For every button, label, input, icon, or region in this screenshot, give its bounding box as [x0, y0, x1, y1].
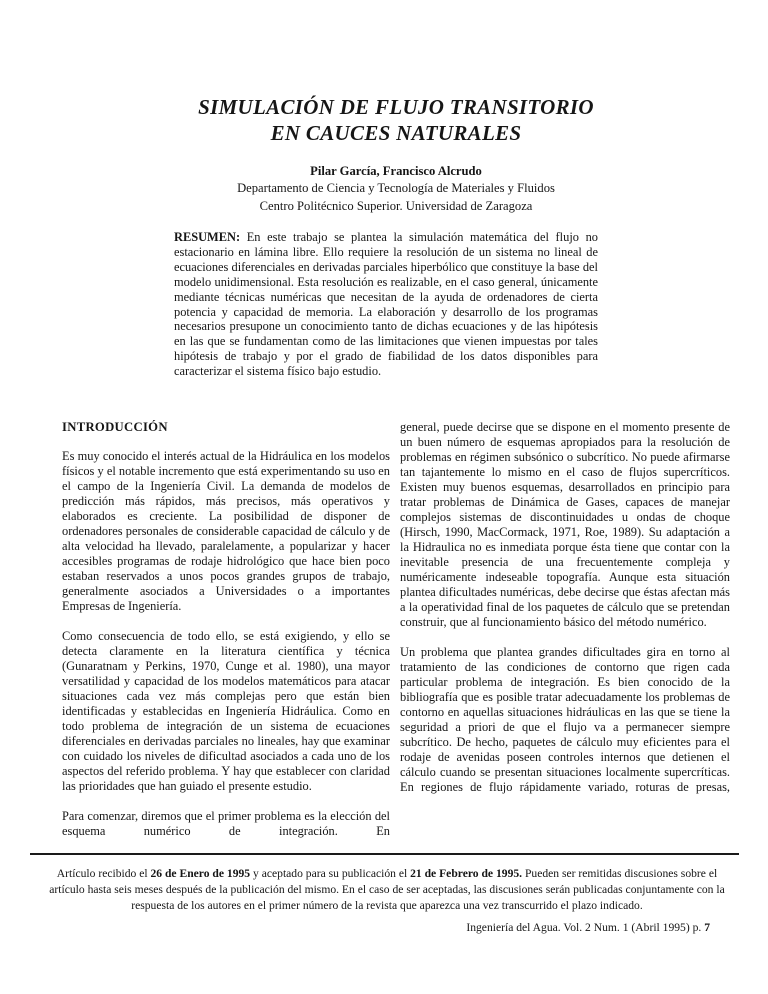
affiliation-university: Centro Politécnico Superior. Universidad de Zaragoza — [259, 198, 533, 213]
paper-title-line1: SIMULACIÓN DE FLUJO TRANSITORIO — [198, 95, 594, 119]
page-number: 7 — [704, 921, 710, 934]
abstract-block — [174, 230, 598, 379]
journal-citation — [466, 920, 710, 936]
footer-divider-rule — [30, 853, 739, 855]
paper-title — [62, 94, 730, 146]
journal-citation-text: Ingeniería del Agua. Vol. 2 Num. 1 (Abril 1995) p. — [466, 921, 705, 934]
right-paragraph-1: general, puede decirse que se dispone en el momento presente de un buen número de esquemas apropiados para la resolución de problemas en régimen subsónico o subcrítico. No puede afirmarse tan tajantemente lo mismo en el caso de flujos supercríticos. Existen muy buenos esquemas, desarrollados en principio para tratar problemas de Dinámica de Gases, capaces de manejar complejos sistemas de discontinuidades u ondas de choque (Hirsch, 1990, MacCormack, 1971, Roe, 1989). Su adaptación a la Hidraulica no es inmediata porque ésta tiene que contar con la inevitable presencia de una frecuentemente compleja y numéricamente indeseable topografía. Aunque esta situación plantea dificultades numéricas, debe decirse que éstas afectan más a la operatividad final de los paquetes de cálculo que se pretendan construir, que al funcionamiento básico del método numérico. — [400, 420, 730, 630]
left-column — [62, 420, 390, 854]
right-paragraph-2: Un problema que plantea grandes dificultades gira en torno al tratamiento de las condiciones de contorno que rigen cada particular problema de integración. Es bien conocido de la bibliografía que es posible tratar adecuadamente los problemas de contorno en aquellas situaciones hidráulicas en las que se tiene la seguridad a priori de que el flujo va a permanecer siempre subcrítico. De hecho, paquetes de cálculo muy eficientes para el rodaje de avenidas poseen controles internos que detienen el cálculo cuando se presentan situaciones localmente supercríticas. En regiones de flujo rápidamente variado, roturas de presas, — [400, 645, 730, 795]
footer-note-text: Artículo recibido el — [56, 867, 151, 880]
left-paragraph-2: Como consecuencia de todo ello, se está exigiendo, y ello se detecta claramente en la literatura científica y técnica (Gunaratnam y Perkins, 1970, Cunge et al. 1980), una mayor versatilidad y capacidad de los modelos matemáticos para atacar situaciones cada vez más complejas pero que están bien identificadas y establecidas en Ingeniería Hidráulica. Como en todo problema de integración de un sistema de ecuaciones diferenciales en derivadas parciales no lineales, hay que examinar con cuidado los niveles de dificultad asociados a cada uno de los aspectos del referido problema. Y hay que establecer con claridad las prioridades que han guiado el presente estudio. — [62, 629, 390, 794]
two-column-body — [62, 420, 730, 854]
affiliation-department: Departamento de Ciencia y Tecnología de Materiales y Fluidos — [237, 181, 555, 195]
right-column — [400, 420, 730, 854]
received-date: 26 de Enero de 1995 — [150, 867, 251, 880]
accepted-date: 21 de Febrero de 1995. — [410, 867, 523, 880]
paper-title-line2: EN CAUCES NATURALES — [270, 121, 522, 145]
footer-note — [40, 866, 734, 913]
footer-note-text: Pueden ser remitidas discusiones sobre el artículo hasta seis meses después de la publicación del mismo. En el caso de ser aceptadas, las discusiones serán publicadas conjuntamente con la respuesta de los autores en el primer número de la revista que aparezca una vez transcurrido el plazo indicado. — [49, 867, 725, 912]
footer-note-text: y aceptado para su publicación el — [250, 867, 411, 880]
left-paragraph-3: Para comenzar, diremos que el primer problema es la elección del esquema numérico de integración. En — [62, 809, 390, 839]
left-paragraph-1: Es muy conocido el interés actual de la Hidráulica en los modelos físicos y el notable incremento que está experimentando su uso en el campo de la Ingeniería Civil. La demanda de modelos de predicción más rápidos, más precisos, más operativos y elaborados es creciente. La posibilidad de disponer de ordenadores personales de considerable capacidad de cálculo y de alta velocidad ha llevado, paralelamente, a popularizar y hacer accesibles programas de rodaje hidrológico que hace bien poco estaban reservados a unos pocos grandes grupos de trabajo, generalmente asociados a Universidades o a importantes Empresas de Ingeniería. — [62, 449, 390, 614]
abstract-label: RESUMEN: — [174, 230, 241, 244]
abstract-text: En este trabajo se plantea la simulación matemática del flujo no estacionario en lámina libre. Ello requiere la resolución de un sistema no lineal de ecuaciones diferenciales en derivadas parciales hiperbólico que constituye la base del modelo unidimensional. Esta resolución es realizable, en el caso general, únicamente mediante técnicas numéricas que necesitan de la ayuda de ordenadores de cierta potencia y capacidad de memoria. La elaboración y desarrollo de los programas necesarios presupone un conocimiento tanto de dichas ecuaciones y de las hipótesis en las que se fundamentan como de las limitaciones que vienen impuestas por tales hipótesis de trabajo y por el grado de fiabilidad de los datos disponibles para caracterizar el sistema físico bajo estudio. — [174, 230, 598, 379]
authors-line: Pilar García, Francisco Alcrudo — [310, 164, 482, 178]
section-heading-introduction: INTRODUCCIÓN — [62, 420, 168, 435]
